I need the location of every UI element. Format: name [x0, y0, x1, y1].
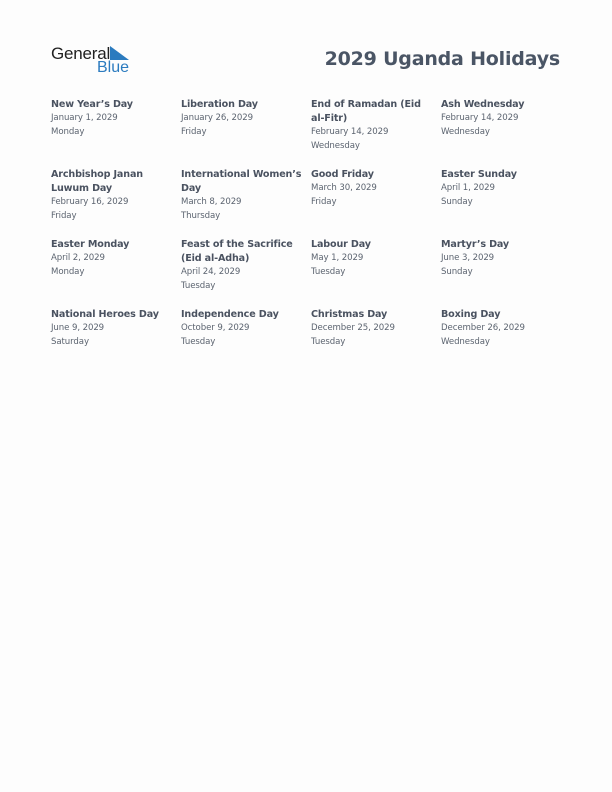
- holiday-item: [441, 98, 571, 168]
- holiday-date: April 2, 2029: [51, 253, 105, 263]
- holiday-weekday: Wednesday: [311, 140, 360, 151]
- holiday-name: Good Friday: [311, 169, 374, 180]
- holiday-item: [441, 308, 571, 378]
- holiday-name: Martyr’s Day: [441, 239, 510, 250]
- holiday-weekday: Thursday: [181, 210, 221, 221]
- logo: [51, 44, 133, 76]
- holiday-grid: [51, 98, 571, 378]
- logo-triangle-icon: [110, 46, 129, 60]
- holiday-date: March 8, 2029: [181, 197, 242, 207]
- holiday-name: Christmas Day: [311, 309, 388, 320]
- holiday-item: [181, 168, 311, 238]
- holiday-item: [51, 238, 181, 308]
- holiday-date: January 1, 2029: [51, 113, 118, 123]
- holiday-name: National Heroes Day: [51, 309, 159, 320]
- holiday-item: [181, 238, 311, 308]
- holiday-item: [51, 98, 181, 168]
- holiday-weekday: Friday: [311, 196, 337, 207]
- holiday-item: [181, 98, 311, 168]
- holiday-name: Ash Wednesday: [441, 99, 525, 110]
- logo-word-general: General: [51, 44, 111, 63]
- holiday-date: October 9, 2029: [181, 323, 250, 333]
- holiday-weekday: Wednesday: [441, 126, 490, 137]
- holiday-name: Easter Monday: [51, 239, 130, 250]
- holiday-weekday: Sunday: [441, 266, 473, 277]
- holiday-item: [441, 238, 571, 308]
- holiday-name: End of Ramadan (Eid al-Fitr): [311, 99, 421, 124]
- holiday-date: December 25, 2029: [311, 323, 395, 333]
- holiday-name: Liberation Day: [181, 99, 258, 110]
- holiday-weekday: Wednesday: [441, 336, 490, 347]
- holiday-weekday: Tuesday: [181, 336, 216, 347]
- holiday-weekday: Tuesday: [311, 266, 346, 277]
- holiday-name: New Year’s Day: [51, 99, 133, 110]
- holiday-date: February 14, 2029: [311, 127, 389, 137]
- holiday-item: [311, 238, 441, 308]
- holiday-weekday: Tuesday: [311, 336, 346, 347]
- holiday-weekday: Monday: [51, 126, 85, 137]
- holiday-item: [311, 308, 441, 378]
- holiday-name: Archbishop Janan Luwum Day: [51, 169, 143, 194]
- holiday-date: April 24, 2029: [181, 267, 241, 277]
- holiday-weekday: Monday: [51, 266, 85, 277]
- holiday-date: June 9, 2029: [51, 323, 105, 333]
- holiday-date: May 1, 2029: [311, 253, 364, 263]
- logo-word-blue: Blue: [97, 59, 130, 76]
- holiday-item: [311, 98, 441, 168]
- holiday-item: [181, 308, 311, 378]
- holiday-date: April 1, 2029: [441, 183, 495, 193]
- holiday-date: February 14, 2029: [441, 113, 519, 123]
- holiday-name: Independence Day: [181, 309, 279, 320]
- holiday-name: Easter Sunday: [441, 169, 517, 180]
- holiday-item: [51, 308, 181, 378]
- holiday-date: December 26, 2029: [441, 323, 525, 333]
- holiday-date: June 3, 2029: [441, 253, 495, 263]
- holiday-item: [311, 168, 441, 238]
- holiday-name: Labour Day: [311, 239, 371, 250]
- holiday-date: January 26, 2029: [181, 113, 253, 123]
- holiday-name: Feast of the Sacrifice (Eid al-Adha): [181, 239, 293, 264]
- holiday-item: [51, 168, 181, 238]
- holiday-weekday: Tuesday: [181, 280, 216, 291]
- holiday-weekday: Saturday: [51, 336, 89, 347]
- page-title: 2029 Uganda Holidays: [324, 48, 560, 70]
- holiday-weekday: Friday: [181, 126, 207, 137]
- holiday-item: [441, 168, 571, 238]
- holiday-date: March 30, 2029: [311, 183, 377, 193]
- holiday-name: Boxing Day: [441, 309, 501, 320]
- holiday-name: International Women’s Day: [181, 169, 302, 194]
- holiday-date: February 16, 2029: [51, 197, 129, 207]
- holiday-weekday: Sunday: [441, 196, 473, 207]
- holiday-weekday: Friday: [51, 210, 77, 221]
